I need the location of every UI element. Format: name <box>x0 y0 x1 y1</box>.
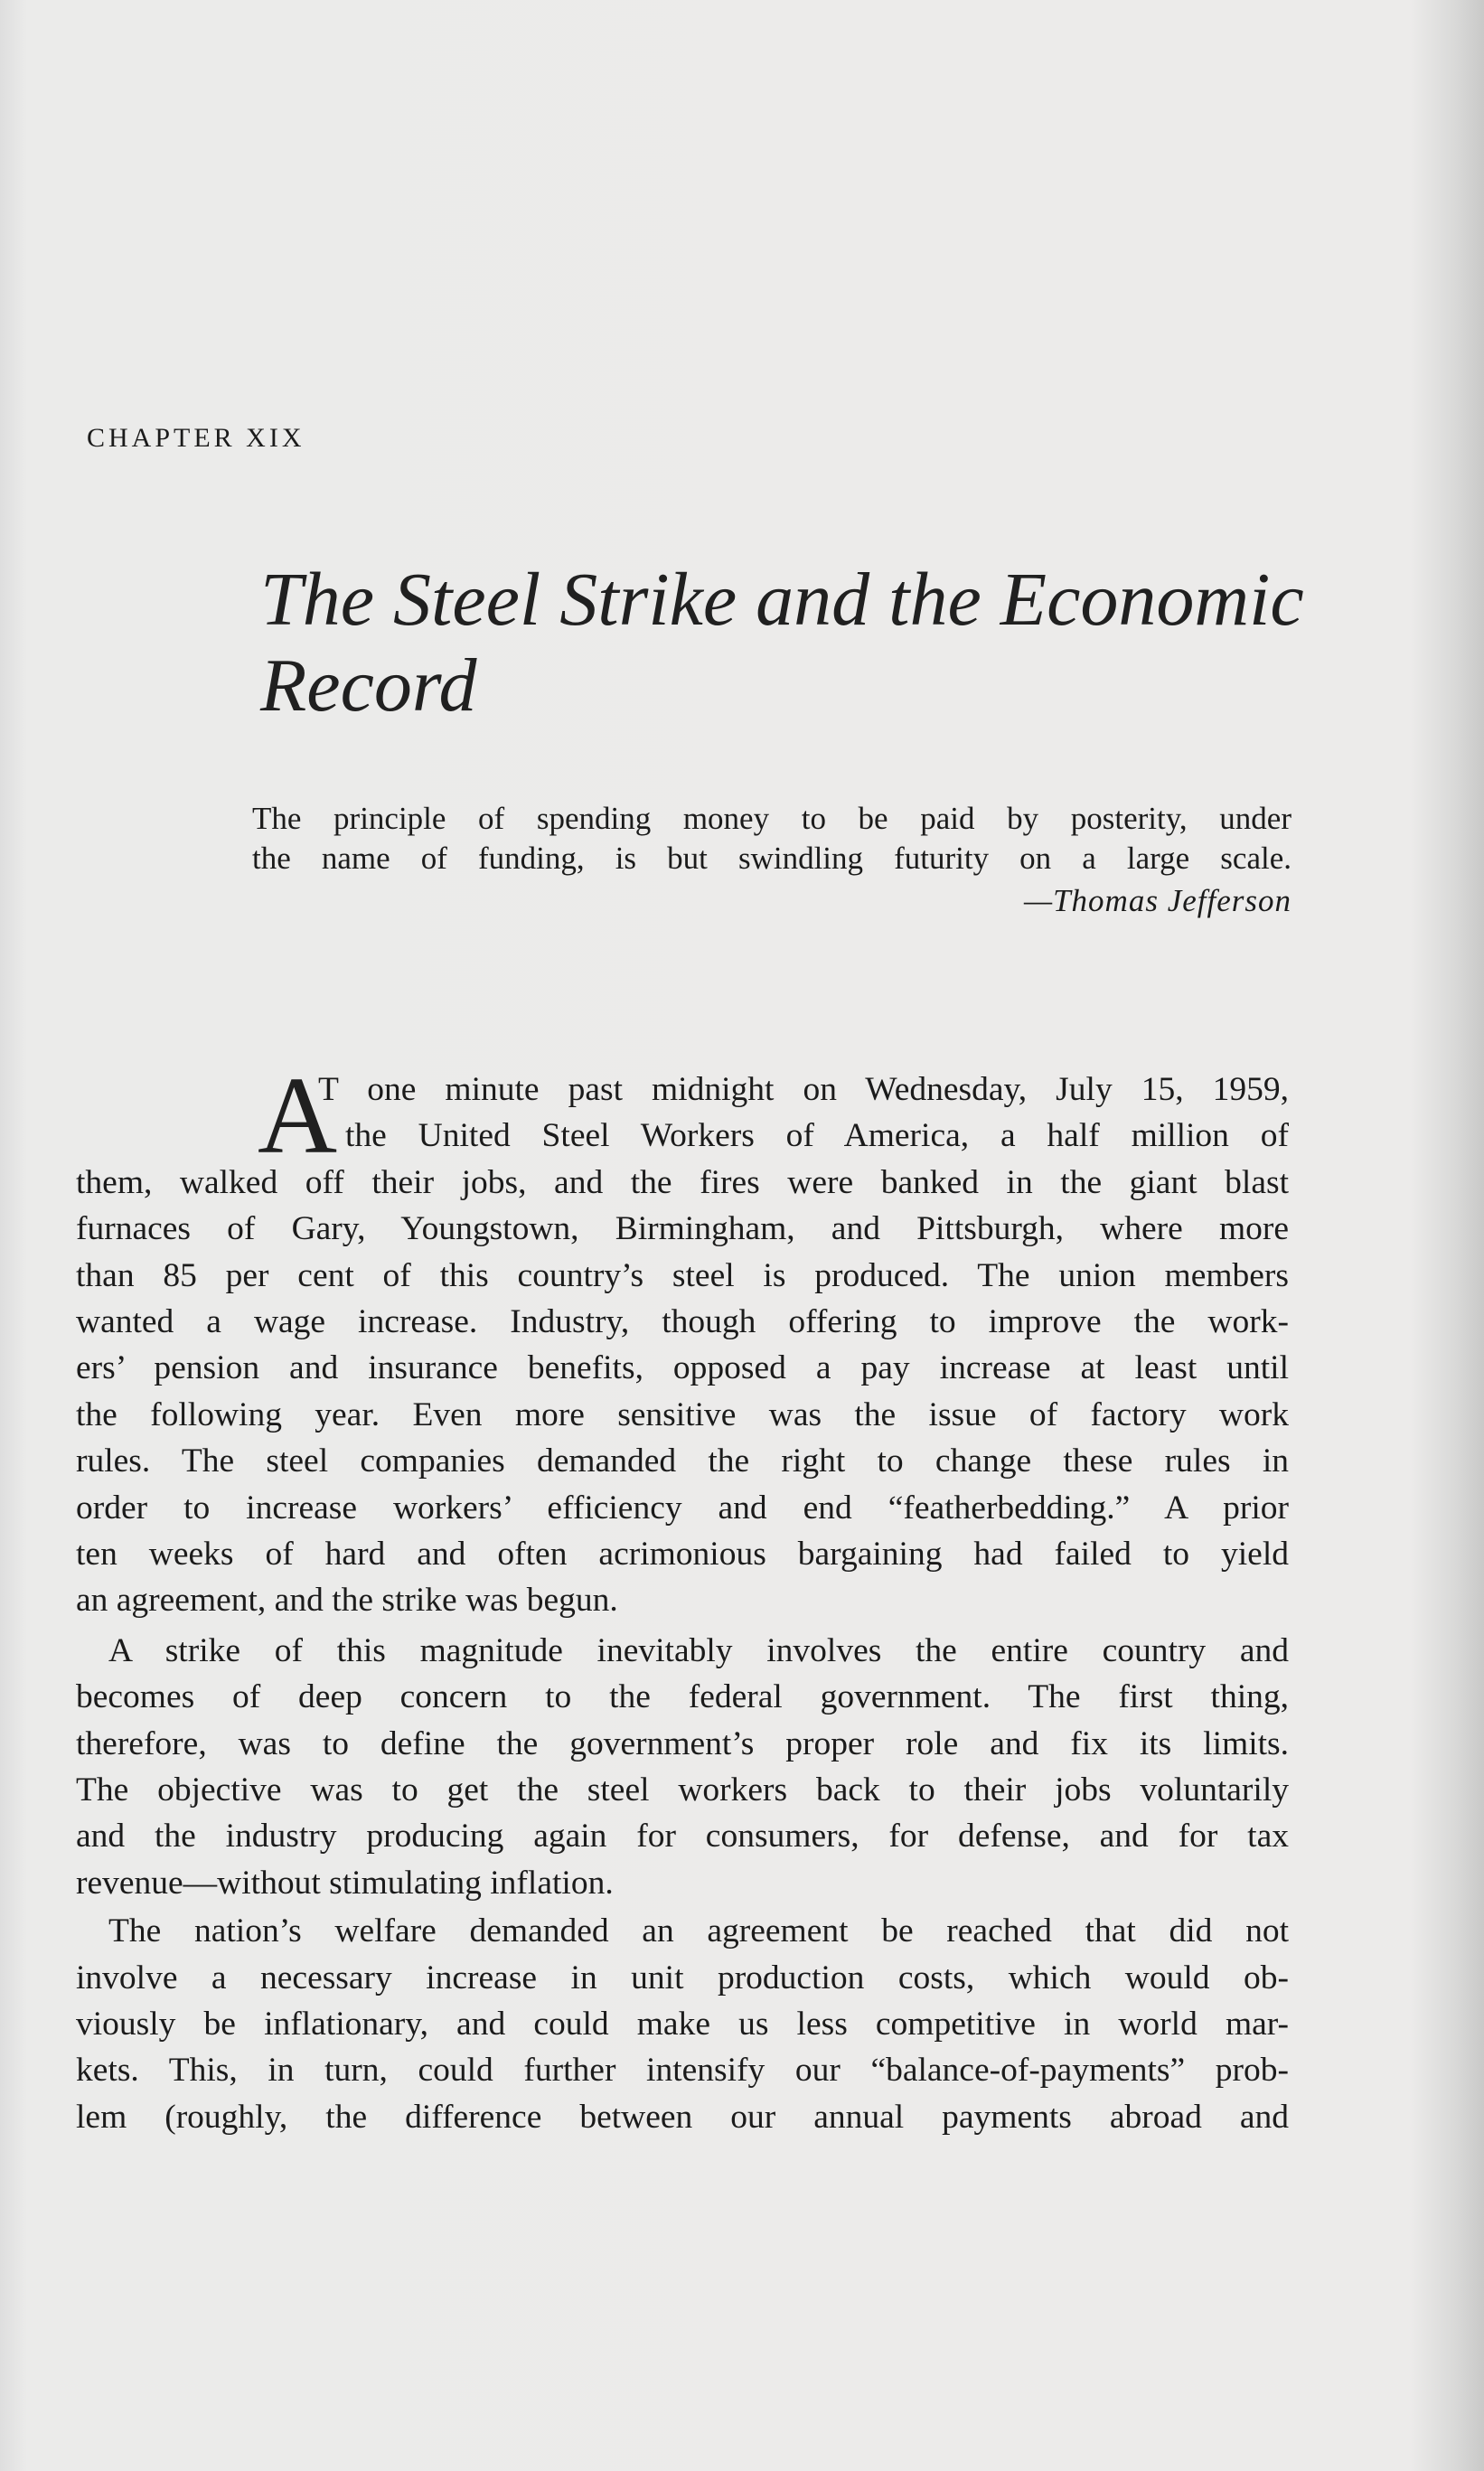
body-line: the following year. Even more sensitive was the issue of factory work <box>76 1395 1289 1433</box>
body-line: rules. The steel companies demanded the right to change these rules in <box>76 1442 1289 1480</box>
body-line: than 85 per cent of this country’s steel is produced. The union members <box>76 1256 1289 1294</box>
chapter-title-line-1: The Steel Strike and the Economic <box>260 558 1304 642</box>
body-line: lem (roughly, the difference between our annual payments abroad and <box>76 2098 1289 2136</box>
body-line: an agreement, and the strike was begun. <box>76 1582 618 1620</box>
body-line: the United Steel Workers of America, a half million of <box>345 1117 1289 1155</box>
drop-cap: A <box>258 1055 338 1177</box>
body-line: them, walked off their jobs, and the fires were banked in the giant blast <box>76 1163 1289 1201</box>
body-line: ten weeks of hard and often acrimonious bargaining had failed to yield <box>76 1536 1289 1573</box>
epigraph-line: the name of funding, is but swindling futurity on a large scale. <box>252 841 1291 876</box>
body-line: viously be inflationary, and could make us less competitive in world mar- <box>76 2006 1289 2043</box>
epigraph-line: The principle of spending money to be paid by posterity, under <box>252 801 1291 836</box>
chapter-label: CHAPTER XIX <box>87 423 305 453</box>
epigraph-attribution: —Thomas Jefferson <box>1023 883 1291 918</box>
body-line: T one minute past midnight on Wednesday, July 15, 1959, <box>318 1071 1289 1108</box>
body-line: therefore, was to define the government’s proper role and fix its limits. <box>76 1724 1289 1762</box>
chapter-title-line-2: Record <box>260 644 477 728</box>
body-line: furnaces of Gary, Youngstown, Birmingham, and Pittsburgh, where more <box>76 1210 1289 1248</box>
body-line: The nation’s welfare demanded an agreement be reached that did not <box>108 1912 1289 1950</box>
body-line: revenue—without stimulating inflation. <box>76 1864 614 1902</box>
body-line: and the industry producing again for consumers, for defense, and for tax <box>76 1818 1289 1856</box>
body-line: order to increase workers’ efficiency and end “featherbedding.” A prior <box>76 1489 1289 1527</box>
body-line: ers’ pension and insurance benefits, opposed a pay increase at least until <box>76 1349 1289 1387</box>
body-line: The objective was to get the steel workers back to their jobs voluntarily <box>76 1771 1289 1809</box>
body-line: wanted a wage increase. Industry, though offering to improve the work- <box>76 1303 1289 1340</box>
body-line: involve a necessary increase in unit production costs, which would ob- <box>76 1959 1289 1997</box>
body-line: becomes of deep concern to the federal government. The first thing, <box>76 1678 1289 1716</box>
body-line: A strike of this magnitude inevitably involves the entire country and <box>108 1631 1289 1669</box>
body-line: kets. This, in turn, could further intensify our “balance-of-payments” prob- <box>76 2052 1289 2090</box>
